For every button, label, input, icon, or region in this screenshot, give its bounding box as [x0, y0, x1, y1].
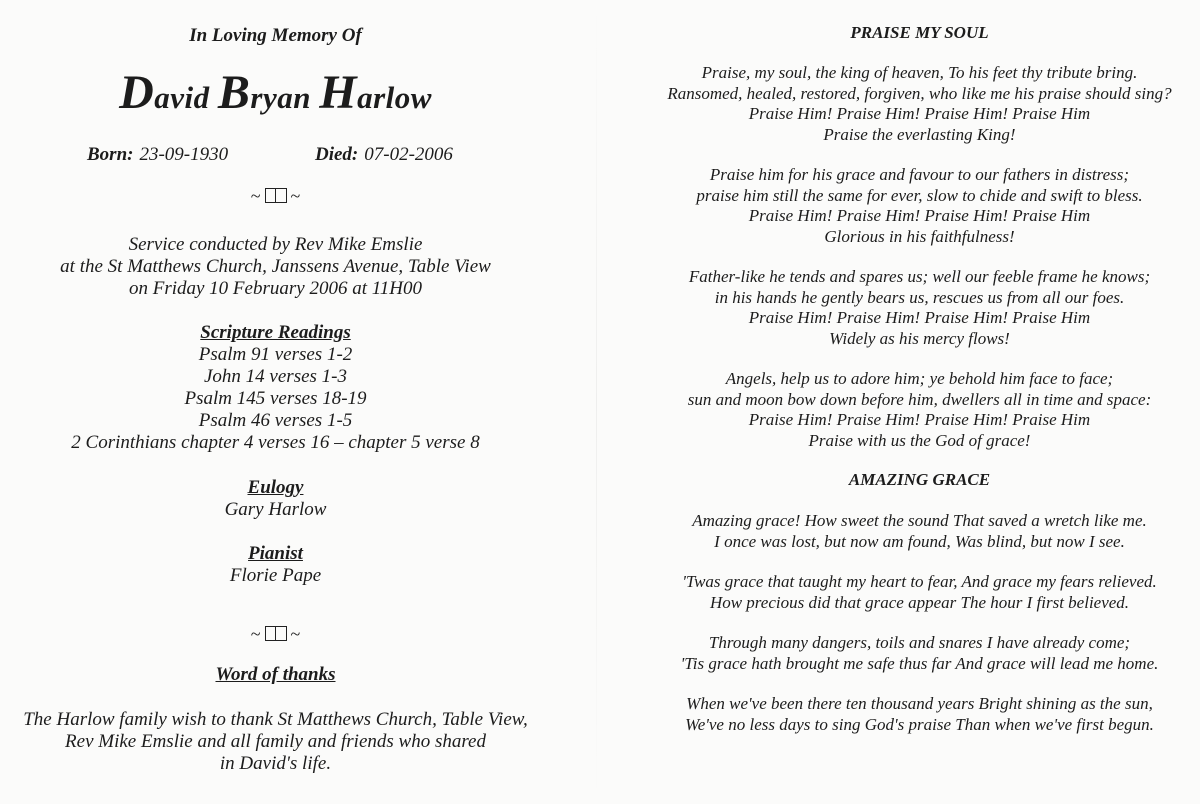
- hymn-stanza: [622, 165, 1200, 248]
- hymn-line: Praise Him! Praise Him! Praise Him! Praise Him: [748, 104, 1091, 124]
- thanks-line: The Harlow family wish to thank St Matthews Church, Table View,: [23, 709, 528, 730]
- scripture-section: [0, 322, 551, 454]
- service-line: on Friday 10 February 2006 at 11H00: [128, 278, 423, 299]
- thanks-heading: Word of thanks: [215, 664, 336, 685]
- born-date: [87, 144, 228, 166]
- died-label: Died:: [315, 144, 359, 165]
- ornament-divider: ~ ~: [250, 186, 301, 206]
- name-middle-rest: ryan: [250, 80, 311, 115]
- service-line: Service conducted by Rev Mike Emslie: [128, 234, 423, 255]
- page-fold: [596, 0, 597, 804]
- service-details: [0, 234, 551, 300]
- pianist-name: Florie Pape: [229, 565, 322, 586]
- hymn-line: Praise the everlasting King!: [823, 125, 1016, 145]
- hymn-line: Praise him for his grace and favour to our fathers in distress;: [709, 165, 1130, 184]
- born-label: Born:: [87, 144, 134, 165]
- eulogy-name: Gary Harlow: [224, 499, 327, 520]
- name-first-initial: D: [119, 66, 155, 119]
- pianist-heading: Pianist: [248, 543, 303, 564]
- hymn-line: Praise Him! Praise Him! Praise Him! Praise Him: [748, 206, 1091, 226]
- open-book-icon: [265, 188, 287, 203]
- ornament-divider: ~ ~: [250, 624, 301, 644]
- hymn-line: 'Twas grace that taught my heart to fear, And grace my fears relieved.: [682, 572, 1157, 591]
- hymn-title: PRAISE MY SOUL: [850, 23, 989, 42]
- left-page: [0, 0, 551, 804]
- hymn-line: I once was lost, but now am found, Was blind, but now I see.: [714, 531, 1125, 551]
- hymn-line: Praise, my soul, the king of heaven, To his feet thy tribute bring.: [701, 63, 1138, 82]
- hymn-stanza: [622, 369, 1200, 452]
- thanks-heading-block: [0, 664, 551, 686]
- hymn-line: praise him still the same for ever, slow to chide and swift to bless.: [696, 185, 1143, 205]
- hymn-stanza: [622, 511, 1200, 552]
- thanks-line: in David's life.: [219, 753, 332, 774]
- hymn-line: How precious did that grace appear The hour I first believed.: [709, 592, 1130, 612]
- name-last-initial: H: [319, 66, 358, 119]
- service-line: at the St Matthews Church, Janssens Avenue, Table View: [60, 256, 491, 277]
- hymn-line: Praise Him! Praise Him! Praise Him! Praise Him: [748, 410, 1091, 430]
- right-page: [622, 0, 1200, 804]
- name-last-rest: arlow: [357, 80, 432, 115]
- died-date: [315, 144, 453, 166]
- scripture-item: 2 Corinthians chapter 4 verses 16 – chapter 5 verse 8: [71, 432, 480, 453]
- eulogy-section: [0, 477, 551, 521]
- hymn-line: When we've been there ten thousand years Bright shining as the sun,: [686, 694, 1153, 713]
- thanks-text: [0, 709, 551, 775]
- hymn-line: sun and moon bow down before him, dwellers all in time and space:: [687, 389, 1152, 409]
- deceased-name: [0, 65, 551, 120]
- hymn-line: Praise Him! Praise Him! Praise Him! Praise Him: [748, 308, 1091, 328]
- hymn-line: Father-like he tends and spares us; well our feeble frame he knows;: [688, 267, 1151, 286]
- memory-title: In Loving Memory Of: [189, 25, 362, 46]
- hymn-stanza: [622, 267, 1200, 350]
- died-value: 07-02-2006: [364, 144, 453, 165]
- hymn-line: Amazing grace! How sweet the sound That saved a wretch like me.: [692, 511, 1147, 530]
- pianist-section: [0, 543, 551, 587]
- scripture-item: Psalm 91 verses 1-2: [198, 344, 353, 365]
- hymn-line: Glorious in his faithfulness!: [824, 227, 1015, 247]
- hymn-line: Through many dangers, toils and snares I have already come;: [708, 633, 1131, 652]
- hymn-stanza: [622, 572, 1200, 613]
- hymn-line: Praise with us the God of grace!: [808, 431, 1031, 451]
- scripture-item: Psalm 145 verses 18-19: [184, 388, 367, 409]
- hymn-stanza: [622, 694, 1200, 735]
- hymn-line: Widely as his mercy flows!: [829, 329, 1010, 349]
- scripture-item: John 14 verses 1-3: [204, 366, 347, 387]
- name-first-rest: avid: [154, 80, 210, 115]
- hymn-line: 'Tis grace hath brought me safe thus far And grace will lead me home.: [680, 653, 1159, 673]
- hymn-line: Ransomed, healed, restored, forgiven, who like me his praise should sing?: [667, 83, 1172, 103]
- hymn-line: We've no less days to sing God's praise Than when we've first begun.: [685, 714, 1154, 734]
- scripture-heading: Scripture Readings: [200, 322, 351, 343]
- name-middle-initial: B: [217, 66, 251, 119]
- thanks-line: Rev Mike Emslie and all family and friends who shared: [65, 731, 486, 752]
- hymn-stanza: [622, 633, 1200, 674]
- hymn-line: in his hands he gently bears us, rescues us from all our foes.: [714, 287, 1125, 307]
- open-book-icon: [265, 626, 287, 641]
- born-value: 23-09-1930: [139, 144, 229, 165]
- scripture-item: Psalm 46 verses 1-5: [198, 410, 353, 431]
- eulogy-heading: Eulogy: [247, 477, 304, 498]
- hymn-title: AMAZING GRACE: [848, 470, 991, 489]
- hymn-line: Angels, help us to adore him; ye behold him face to face;: [725, 369, 1114, 388]
- hymn-stanza: [622, 63, 1200, 146]
